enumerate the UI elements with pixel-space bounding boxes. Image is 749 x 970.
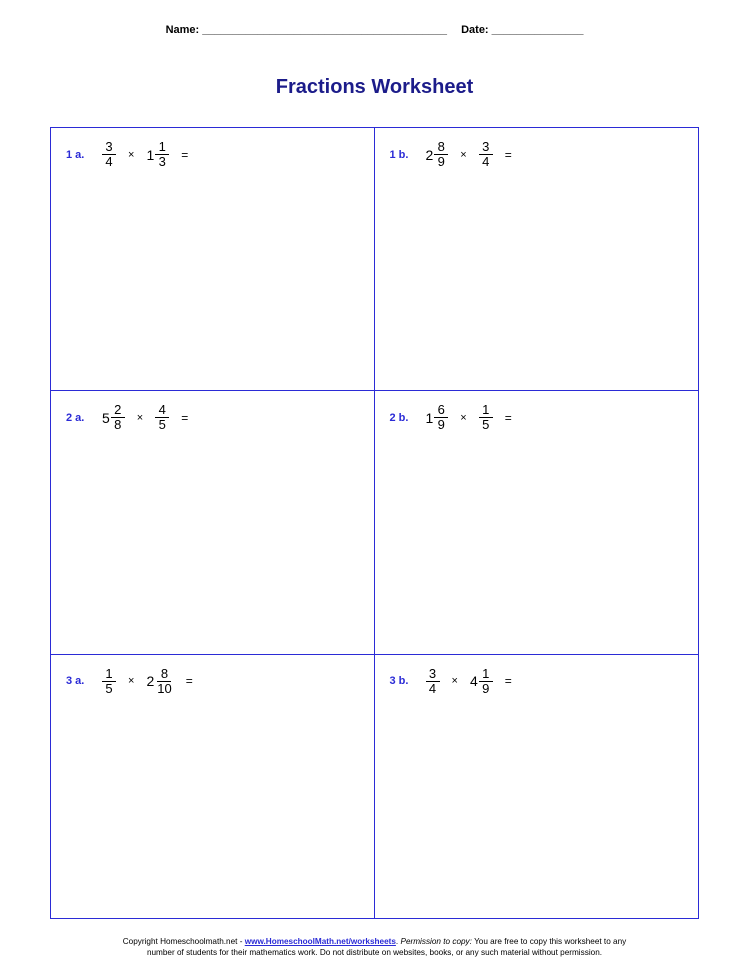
- numerator: 1: [155, 140, 169, 155]
- operand-b: [479, 140, 493, 169]
- denominator: 4: [482, 154, 490, 169]
- fraction: [102, 667, 116, 696]
- problem-label: 2 b.: [389, 411, 409, 424]
- fraction: [434, 140, 448, 169]
- problem-3b: [390, 667, 512, 696]
- numerator: 3: [426, 667, 440, 682]
- operand-b: [479, 403, 493, 432]
- problem-3a: [66, 667, 193, 696]
- multiply-sign: ×: [128, 148, 135, 161]
- equals-sign: =: [181, 410, 189, 425]
- problem-label: 1 b.: [389, 148, 409, 161]
- date-label: Date:: [461, 24, 489, 36]
- operand-a: [426, 140, 449, 169]
- whole-number: 1: [425, 409, 434, 426]
- problem-grid: [50, 127, 699, 919]
- numerator: 4: [155, 403, 169, 418]
- equals-sign: =: [504, 410, 512, 425]
- problem-2a: [66, 403, 188, 432]
- problem-cell: [375, 391, 699, 654]
- whole-number: 2: [146, 673, 155, 690]
- denominator: 10: [157, 680, 172, 696]
- fraction: [434, 403, 448, 432]
- equals-sign: =: [185, 674, 193, 689]
- operand-a: [426, 403, 449, 432]
- problem-cell: [51, 128, 375, 391]
- whole-number: 2: [425, 146, 434, 163]
- numerator: 1: [479, 667, 493, 682]
- problem-1a: [66, 140, 188, 169]
- fraction: [479, 667, 493, 696]
- multiply-sign: ×: [460, 148, 467, 161]
- denominator: 4: [428, 680, 437, 696]
- operand-b: [146, 667, 173, 696]
- name-label: Name:: [165, 24, 200, 36]
- problem-cell: [375, 655, 699, 918]
- footer-separator: .: [395, 937, 401, 946]
- operand-b: [155, 403, 169, 432]
- permission-text: You are free to copy this worksheet to any: [471, 937, 627, 946]
- denominator: 9: [437, 417, 445, 433]
- equals-sign: =: [504, 674, 512, 689]
- problem-2b: [390, 403, 512, 432]
- numerator: 6: [434, 403, 448, 418]
- denominator: 9: [437, 154, 445, 169]
- footer-line-1: [0, 936, 749, 947]
- denominator: 4: [105, 154, 113, 169]
- problem-label: 3 a.: [66, 675, 85, 688]
- footer-line-2: number of students for their mathematics work. Do not distribute on websites, books, or any such material without permission.: [146, 948, 603, 957]
- problem-cell: [51, 391, 375, 654]
- problem-cell: [51, 655, 375, 918]
- problem-1b: [390, 140, 512, 169]
- date-line: _______________: [491, 24, 584, 36]
- permission-label: Permission to copy:: [400, 937, 472, 946]
- header: [0, 24, 749, 36]
- equals-sign: =: [504, 147, 512, 162]
- problem-label: 1 a.: [66, 148, 85, 161]
- numerator: 8: [434, 140, 448, 155]
- operand-b: [470, 667, 493, 696]
- problem-label: 2 a.: [66, 411, 85, 424]
- multiply-sign: ×: [451, 675, 458, 688]
- fraction: [155, 403, 169, 432]
- copyright-text: Copyright Homeschoolmath.net -: [122, 937, 245, 946]
- fraction: [479, 140, 493, 169]
- multiply-sign: ×: [460, 411, 467, 424]
- operand-a: [102, 140, 116, 169]
- name-line: ________________________________________: [202, 24, 447, 36]
- denominator: 9: [482, 680, 490, 696]
- multiply-sign: ×: [136, 411, 144, 424]
- numerator: 1: [479, 403, 493, 418]
- fraction: [155, 140, 169, 169]
- numerator: 2: [111, 403, 125, 418]
- operand-a: [426, 667, 440, 696]
- fraction: [111, 403, 125, 432]
- fraction: [479, 403, 493, 432]
- operand-a: [102, 403, 125, 432]
- numerator: 3: [102, 140, 116, 155]
- equals-sign: =: [181, 147, 189, 162]
- denominator: 5: [482, 417, 490, 433]
- denominator: 3: [158, 154, 166, 169]
- operand-b: [146, 140, 169, 169]
- worksheets-link[interactable]: www.HomeschoolMath.net/worksheets: [244, 937, 396, 946]
- denominator: 8: [114, 417, 122, 433]
- numerator: 3: [479, 140, 493, 155]
- whole-number: 5: [102, 409, 110, 426]
- whole-number: 4: [469, 673, 478, 690]
- whole-number: 1: [146, 146, 155, 163]
- page-title: Fractions Worksheet: [275, 76, 474, 98]
- operand-a: [102, 667, 116, 696]
- numerator: 1: [102, 667, 116, 682]
- numerator: 8: [157, 667, 171, 682]
- fraction: [102, 140, 116, 169]
- denominator: 5: [158, 417, 166, 433]
- fraction: [426, 667, 440, 696]
- denominator: 5: [105, 680, 113, 696]
- footer: [0, 936, 749, 958]
- problem-cell: [375, 128, 699, 391]
- fraction: [155, 667, 173, 696]
- problem-label: 3 b.: [389, 675, 409, 688]
- multiply-sign: ×: [128, 675, 135, 688]
